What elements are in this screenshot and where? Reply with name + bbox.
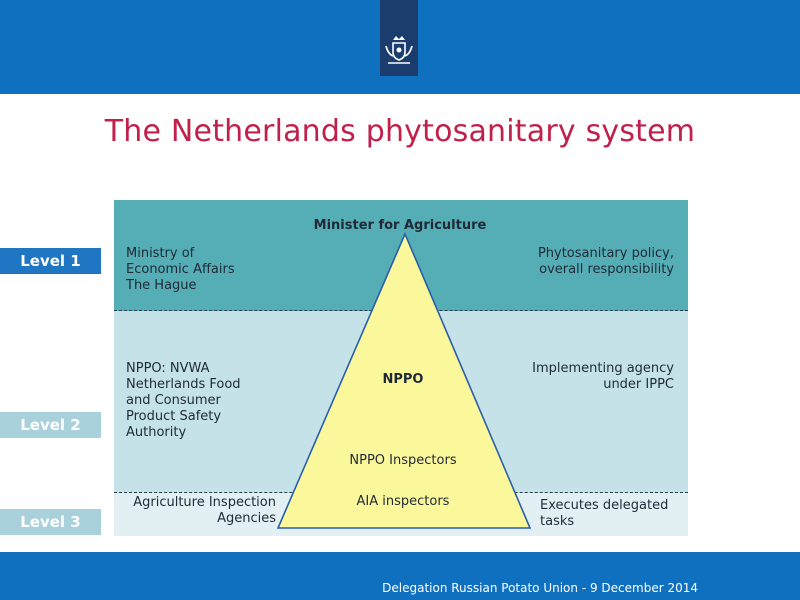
level-2-badge: Level 2 [0, 412, 101, 438]
header-band [0, 0, 800, 94]
level3-right-text: Executes delegated tasks [540, 498, 669, 529]
phytosanitary-diagram [114, 200, 688, 536]
footer-text: Delegation Russian Potato Union - 9 December 2014 [382, 581, 698, 595]
level2-left-text: NPPO: NVWA Netherlands Food and Consumer Product Safety Authority [126, 361, 241, 440]
level1-left-text: Ministry of Economic Affairs The Hague [126, 246, 235, 293]
apex-label: Minister for Agriculture [313, 218, 487, 233]
slide-title: The Netherlands phytosanitary system [104, 114, 696, 149]
government-logo [380, 0, 418, 76]
level3-left-text: Agriculture Inspection Agencies [133, 495, 276, 526]
nppo-label: NPPO [382, 372, 424, 387]
nppo-inspectors-label: NPPO Inspectors [349, 453, 457, 468]
level-3-badge: Level 3 [0, 509, 101, 535]
level2-right-text: Implementing agency under IPPC [532, 361, 674, 392]
level1-right-text: Phytosanitary policy, overall responsibility [537, 246, 674, 277]
royal-coat-of-arms-icon [384, 34, 414, 68]
aia-inspectors-label: AIA inspectors [356, 494, 450, 509]
level-1-badge: Level 1 [0, 248, 101, 274]
